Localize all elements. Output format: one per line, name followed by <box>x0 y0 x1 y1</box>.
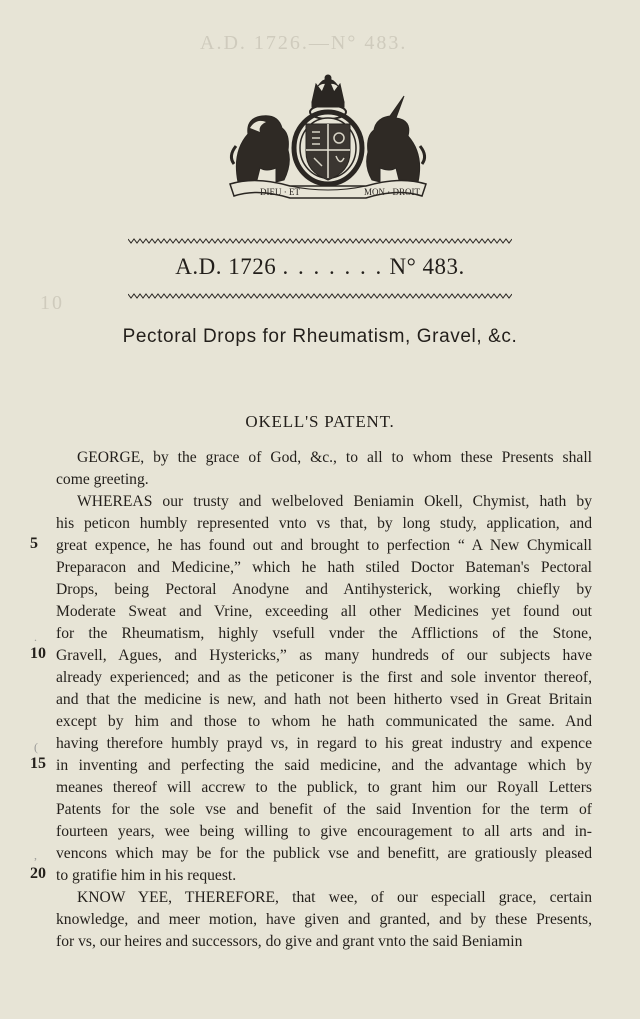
body-line: great expence, he has found out and brought to perfection “ A New Chymicall <box>56 537 592 554</box>
bleed-through-number: 10 <box>40 292 64 314</box>
body-line: for the Rheumatism, highly vsefull vnder the Afflictions of the Stone, <box>56 625 592 642</box>
body-line: come greeting. <box>56 471 149 488</box>
line-number: 15 <box>30 755 46 772</box>
body-line: to gratifie him in his request. <box>56 867 237 884</box>
body-line: GEORGE, by the grace of God, &c., to all to whom these Presents shall <box>77 449 592 466</box>
body-line: having therefore humbly prayd vs, in regard to his great industry and expence <box>56 735 592 752</box>
body-line: Gravell, Agues, and Hystericks,” as many hundreds of our subjects have <box>56 647 592 664</box>
line-number: 10 <box>30 645 46 662</box>
body-line: WHEREAS our trusty and welbeloved Beniamin Okell, Chymist, hath by <box>77 493 592 510</box>
body-line: in inventing and perfecting the said medicine, and the advantage which by <box>56 757 592 774</box>
body-line: and that the medicine is new, and hath not been hitherto vsed in Great Britain <box>56 691 592 708</box>
patent-title <box>0 254 640 280</box>
body-line: knowledge, and meer motion, have given and granted, and by these Presents, <box>56 911 592 928</box>
patent-subject: Pectoral Drops for Rheumatism, Gravel, &c. <box>122 326 518 347</box>
top-wavy-rule <box>128 238 512 244</box>
body-line: for vs, our heires and successors, do give and grant vnto the said Beniamin <box>56 933 523 950</box>
patent-heading: OKELL'S PATENT. <box>245 412 395 431</box>
line-number: 5 <box>30 535 38 552</box>
royal-coat-of-arms-icon <box>226 72 430 206</box>
body-line: already experienced; and as the peticoner is the first and sole inventor thereof, <box>56 669 592 686</box>
bleed-through-text: A.D. 1726.—N° 483. <box>200 32 408 54</box>
body-line: KNOW YEE, THEREFORE, that wee, of our especiall grace, certain <box>77 889 592 906</box>
motto-right: MON · DROIT <box>364 187 420 197</box>
margin-mark: . <box>34 630 37 644</box>
title-dots: . . . . . . . <box>282 254 384 279</box>
patent-number: N° 483. <box>389 254 465 279</box>
body-line: fourteen years, wee being willing to give encouragement to all arts and in- <box>56 823 592 840</box>
patent-year: A.D. 1726 <box>175 254 277 279</box>
body-line: Patents for the sole vse and benefit of the said Invention for the term of <box>56 801 592 818</box>
body-line: Preparacon and Medicine,” which he hath stiled Doctor Bateman's Pectoral <box>56 559 592 576</box>
body-line: meanes thereof will accrew to the publick, to grant him our Royall Letters <box>56 779 592 796</box>
motto-left: DIEU · ET <box>260 187 300 197</box>
margin-mark: , <box>34 848 37 862</box>
body-line: his peticon humbly represented vnto vs that, by long study, application, and <box>56 515 592 532</box>
body-line: Moderate Sweat and Vrine, exceeding all other Medicines yet found out <box>56 603 592 620</box>
line-number: 20 <box>30 865 46 882</box>
body-line: Drops, being Pectoral Anodyne and Antihysterick, working chiefly by <box>56 581 592 598</box>
body-line: except by him and those to whom he hath communicated the same. And <box>56 713 592 730</box>
bottom-wavy-rule <box>128 293 512 299</box>
margin-mark: ( <box>34 740 38 754</box>
body-line: vencons which may be for the publick vse and benefitt, are gratiously pleased <box>56 845 592 862</box>
